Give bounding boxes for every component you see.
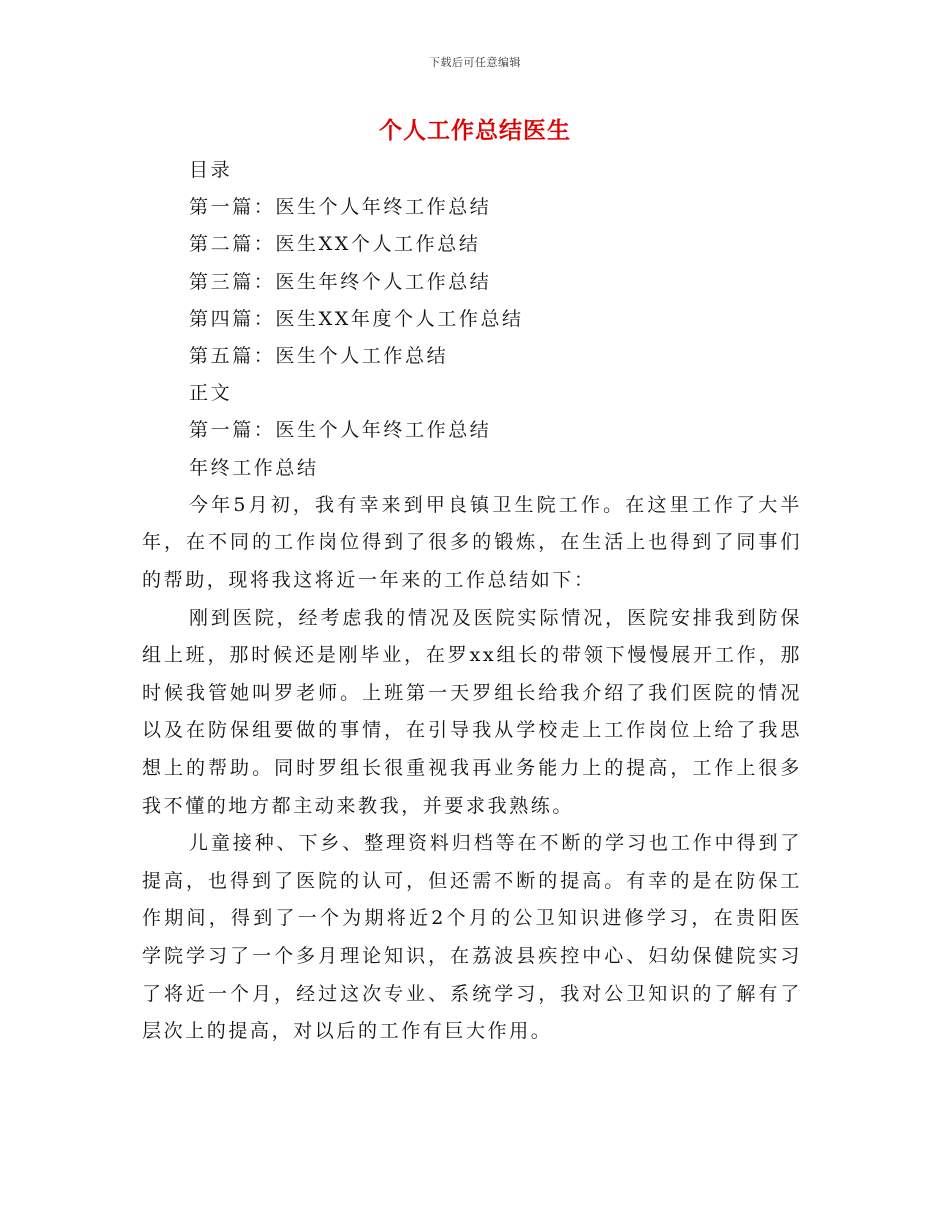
toc-heading: 目录: [189, 159, 233, 181]
toc-item-1: 第一篇：医生个人年终工作总结: [189, 196, 492, 219]
toc-item-3: 第三篇：医生年终个人工作总结: [189, 270, 492, 293]
header-note: 下载后可任意编辑: [429, 56, 521, 69]
document-title: 个人工作总结医生: [379, 117, 571, 144]
paragraph-3: 儿童接种、下乡、整理资料归档等在不断的学习也工作中得到了提高，也得到了医院的认可，但还需不断的提高。有幸的是在防保工作期间，得到了一个为期将近2个月的公卫知识进修学习，在贵阳医学院学习了一个多月理论知识，在荔波县疾控中心、妇幼保健院实习了将近一个月，经过这次专业、系统学习，我对公卫知识的了解有了层次上的提高，对以后的工作有巨大作用。: [142, 832, 802, 1043]
paragraph-1: 今年5月初，我有幸来到甲良镇卫生院工作。在这里工作了大半年，在不同的工作岗位得到了很多的锻炼，在生活上也得到了同事们的帮助，现将我这将近一年来的工作总结如下：: [142, 493, 802, 592]
toc-item-4: 第四篇：医生XX年度个人工作总结: [189, 307, 524, 330]
document-body: [142, 152, 802, 1051]
toc-item-2: 第二篇：医生XX个人工作总结: [189, 233, 481, 256]
section-subtitle: 年终工作总结: [189, 456, 319, 479]
paragraph-2: 刚到医院，经考虑我的情况及医院实际情况，医院安排我到防保组上班，那时候还是刚毕业，在罗xx组长的带领下慢慢展开工作，那时候我管她叫罗老师。上班第一天罗组长给我介绍了我们医院的情况以及在防保组要做的事情，在引导我从学校走上工作岗位上给了我思想上的帮助。同时罗组长很重视我再业务能力上的提高，工作上很多我不懂的地方都主动来教我，并要求我熟练。: [142, 606, 802, 817]
toc-item-5: 第五篇：医生个人工作总结: [189, 345, 449, 368]
body-heading: 正文: [189, 382, 233, 405]
section-title: 第一篇：医生个人年终工作总结: [189, 419, 492, 442]
